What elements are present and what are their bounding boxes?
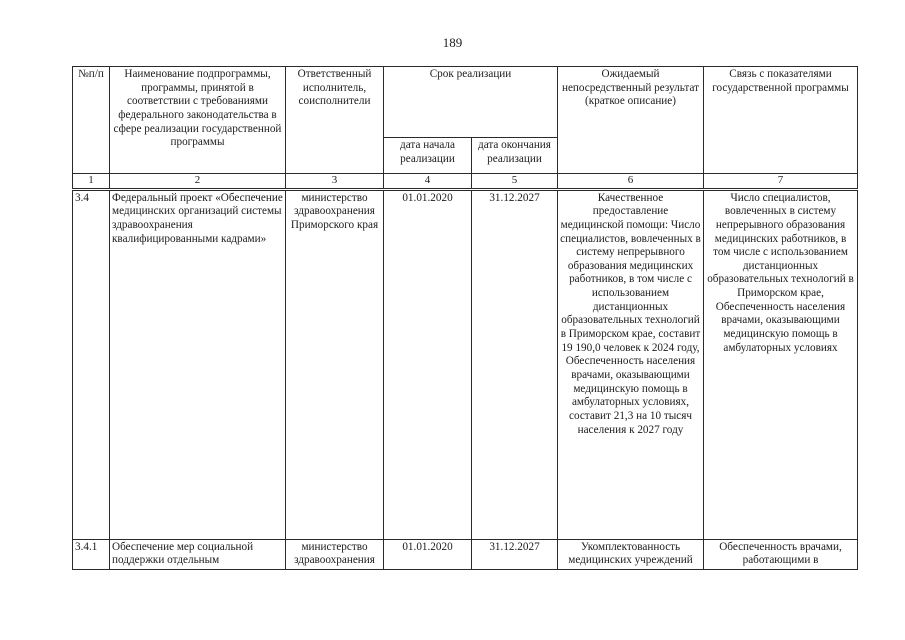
- column-number: 7: [704, 174, 858, 190]
- row-indicator-link: Число специалистов, вовлеченных в систему непрерывного образования медицинских работников, в том числе с использованием дистанционных образовательных технологий в Приморском крае, Обеспеченность населения врачами, оказывающими медицинскую помощь в амбулаторных условиях: [704, 189, 858, 539]
- header-executor: Ответственный исполнитель, соисполнители: [286, 67, 384, 174]
- row-expected-result: Укомплектованность медицинских учреждений: [558, 539, 704, 569]
- program-table: [72, 66, 858, 570]
- column-number: 6: [558, 174, 704, 190]
- row-executor: министерство здравоохранения: [286, 539, 384, 569]
- column-number: 1: [73, 174, 110, 190]
- header-expected-result: Ожидаемый непосредственный результат (краткое описание): [558, 67, 704, 174]
- page-number: 189: [442, 35, 463, 50]
- row-executor: министерство здравоохранения Приморского края: [286, 189, 384, 539]
- row-number: 3.4.1: [73, 539, 110, 569]
- header-program-name: Наименование подпрограммы, программы, принятой в соответствии с требованиями федерального законодательства в сфере реализации государственной программы: [110, 67, 286, 174]
- row-expected-result: Качественное предоставление медицинской помощи: Число специалистов, вовлеченных в систему непрерывного образования медицинских работников, в том числе с использованием дистанционных образовательных технологий в Приморском крае, составит 19 190,0 человек к 2024 году, Обеспеченность населения врачами, оказывающими медицинскую помощь в амбулаторных условиях, составит 21,3 на 10 тысяч населения к 2027 году: [558, 189, 704, 539]
- table-row: [73, 189, 858, 539]
- column-number: 4: [384, 174, 472, 190]
- header-start-date: дата начала реализации: [384, 138, 472, 174]
- row-indicator-link: Обеспеченность врачами, работающими в: [704, 539, 858, 569]
- column-number: 2: [110, 174, 286, 190]
- column-number: 5: [472, 174, 558, 190]
- header-indicator-link: Связь с показателями государственной программы: [704, 67, 858, 174]
- row-number: 3.4: [73, 189, 110, 539]
- row-start-date: 01.01.2020: [384, 539, 472, 569]
- row-program-name: Обеспечение мер социальной поддержки отдельным: [110, 539, 286, 569]
- header-end-date: дата окончания реализации: [472, 138, 558, 174]
- column-numbers-row: [73, 174, 858, 190]
- row-end-date: 31.12.2027: [472, 539, 558, 569]
- row-start-date: 01.01.2020: [384, 189, 472, 539]
- header-period: Срок реализации: [384, 67, 558, 138]
- table-row: [73, 539, 858, 569]
- header-num: №п/п: [73, 67, 110, 174]
- row-program-name: Федеральный проект «Обеспечение медицинских организаций системы здравоохранения квалифицированными кадрами»: [110, 189, 286, 539]
- row-end-date: 31.12.2027: [472, 189, 558, 539]
- column-number: 3: [286, 174, 384, 190]
- header-row: [73, 67, 858, 138]
